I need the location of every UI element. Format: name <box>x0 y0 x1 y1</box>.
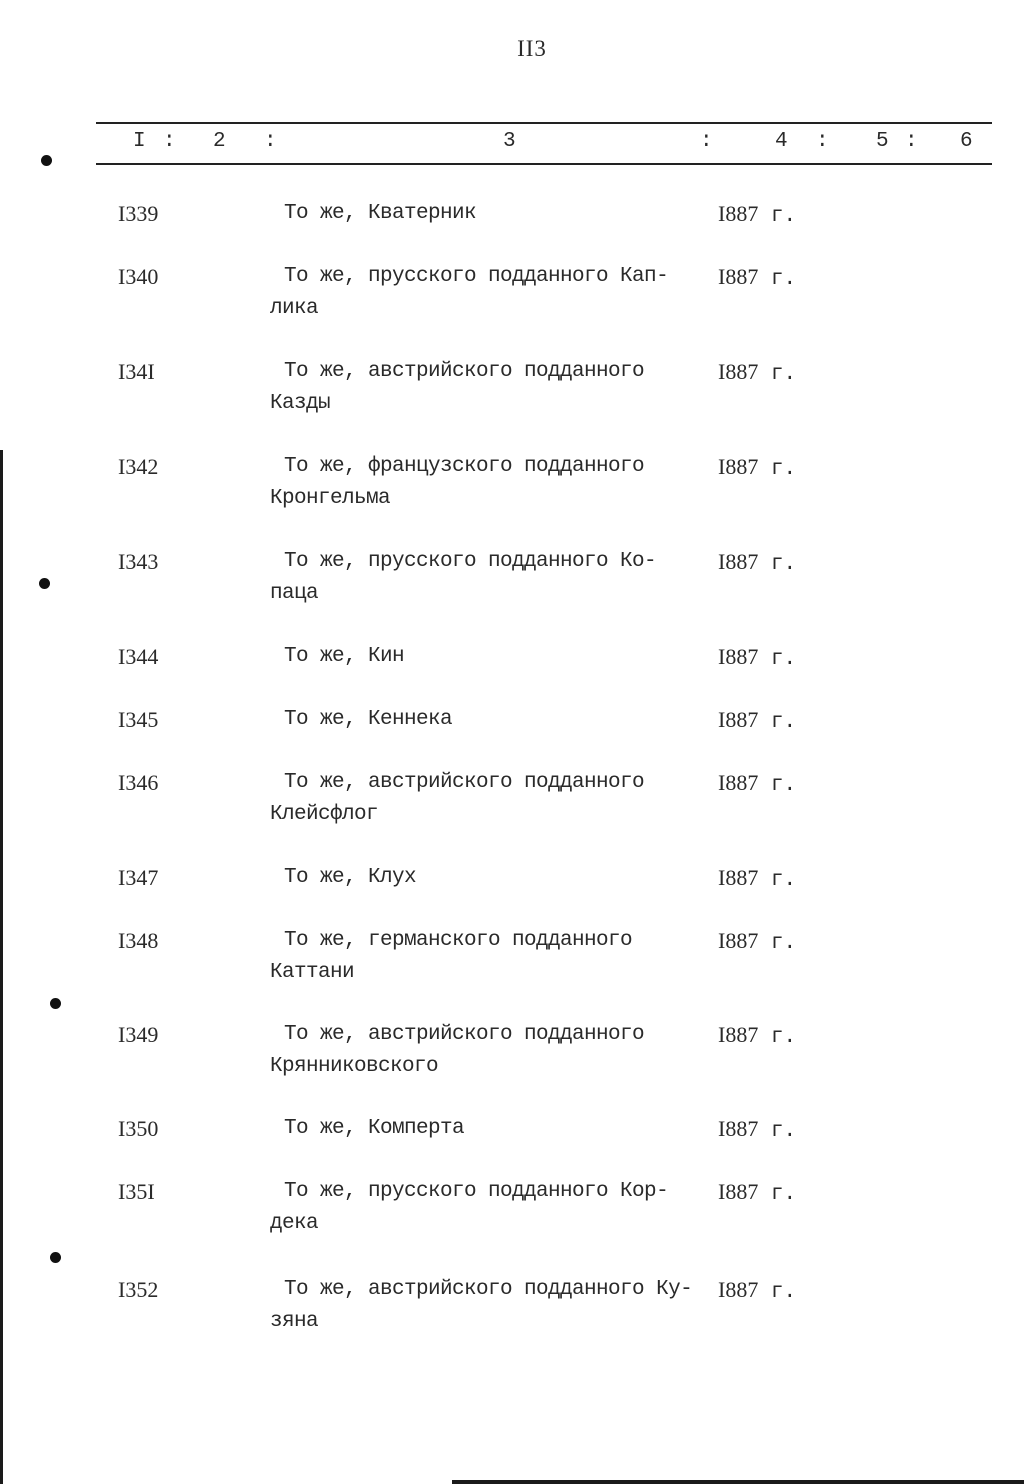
column-separator: : <box>816 130 829 153</box>
description-line-1: То же, австрийского подданного <box>284 1023 645 1046</box>
item-description <box>270 767 720 831</box>
description-line-1: То же, прусского подданного Кор- <box>284 1180 669 1203</box>
column-header-5: 5 <box>876 130 889 153</box>
year-suffix: г. <box>758 711 797 734</box>
item-year: I887 <box>718 201 759 226</box>
description-line-1: То же, Клух <box>284 866 417 889</box>
item-number: I350 <box>118 1116 159 1141</box>
item-description <box>270 862 720 894</box>
item-date <box>718 767 796 802</box>
year-suffix: г. <box>758 205 797 228</box>
description-line-1: То же, прусского подданного Кап- <box>284 265 669 288</box>
item-description <box>270 451 720 515</box>
item-date <box>718 1019 796 1054</box>
item-year: I887 <box>718 1116 759 1141</box>
item-description <box>270 1019 720 1083</box>
item-date <box>718 862 796 897</box>
item-year: I887 <box>718 1022 759 1047</box>
description-line-2: Крянниковского <box>270 1055 439 1078</box>
item-date <box>718 546 796 581</box>
year-suffix: г. <box>758 1120 797 1143</box>
item-number: I343 <box>118 549 159 574</box>
item-number: I352 <box>118 1277 159 1302</box>
item-number: I340 <box>118 264 159 289</box>
item-description <box>270 925 720 989</box>
item-year: I887 <box>718 1179 759 1204</box>
punch-hole-icon <box>41 155 52 166</box>
item-description <box>270 356 720 420</box>
column-separator: : <box>264 130 277 153</box>
year-suffix: г. <box>758 869 797 892</box>
description-line-1: То же, Кин <box>284 645 405 668</box>
punch-hole-icon <box>50 1252 61 1263</box>
item-number: I345 <box>118 707 159 732</box>
item-date <box>718 641 796 676</box>
description-line-2: паца <box>270 582 319 605</box>
item-number: I348 <box>118 928 159 953</box>
item-number: I342 <box>118 454 159 479</box>
item-number: I344 <box>118 644 159 669</box>
description-line-1: То же, германского подданного <box>284 929 633 952</box>
item-description <box>270 1176 720 1240</box>
column-header-4: 4 <box>775 130 788 153</box>
description-line-1: То же, прусского подданного Ко- <box>284 550 657 573</box>
table-header-bottom-rule <box>96 163 992 165</box>
description-line-1: То же, австрийского подданного Ку- <box>284 1278 693 1301</box>
item-number: I346 <box>118 770 159 795</box>
item-date <box>718 451 796 486</box>
year-suffix: г. <box>758 648 797 671</box>
year-suffix: г. <box>758 1183 797 1206</box>
page-number: II3 <box>517 36 547 61</box>
item-date <box>718 1274 796 1309</box>
item-description <box>270 261 720 325</box>
item-year: I887 <box>718 454 759 479</box>
item-year: I887 <box>718 865 759 890</box>
item-year: I887 <box>718 1277 759 1302</box>
item-number: I34I <box>118 359 155 384</box>
item-number: I35I <box>118 1179 155 1204</box>
description-line-2: Каттани <box>270 961 355 984</box>
description-line-2: Казды <box>270 392 331 415</box>
column-header-6: 6 <box>960 130 973 153</box>
item-number: I339 <box>118 201 159 226</box>
column-header-2: 2 <box>213 130 226 153</box>
year-suffix: г. <box>758 363 797 386</box>
description-line-1: То же, французского подданного <box>284 455 645 478</box>
year-suffix: г. <box>758 1026 797 1049</box>
item-description <box>270 198 720 230</box>
year-suffix: г. <box>758 774 797 797</box>
scan-bottom-edge <box>452 1480 1024 1484</box>
item-number: I347 <box>118 865 159 890</box>
column-separator: : <box>163 130 176 153</box>
description-line-1: То же, Кватерник <box>284 202 477 225</box>
item-description <box>270 1113 720 1145</box>
item-date <box>718 1176 796 1211</box>
item-date <box>718 1113 796 1148</box>
year-suffix: г. <box>758 553 797 576</box>
punch-hole-icon <box>39 578 50 589</box>
description-line-2: Кронгельма <box>270 487 391 510</box>
item-year: I887 <box>718 644 759 669</box>
description-line-2: дека <box>270 1212 319 1235</box>
item-description <box>270 546 720 610</box>
description-line-1: То же, Комперта <box>284 1117 465 1140</box>
item-description <box>270 641 720 673</box>
description-line-1: То же, австрийского подданного <box>284 360 645 383</box>
item-year: I887 <box>718 928 759 953</box>
item-number: I349 <box>118 1022 159 1047</box>
item-year: I887 <box>718 264 759 289</box>
column-header-I: I <box>133 130 146 153</box>
item-date <box>718 925 796 960</box>
item-date <box>718 704 796 739</box>
item-date <box>718 261 796 296</box>
description-line-2: лика <box>270 297 319 320</box>
column-separator: : <box>700 130 713 153</box>
item-date <box>718 356 796 391</box>
description-line-1: То же, австрийского подданного <box>284 771 645 794</box>
table-header-top-rule <box>96 122 992 124</box>
item-description <box>270 1274 720 1338</box>
column-header-3: 3 <box>503 130 516 153</box>
year-suffix: г. <box>758 268 797 291</box>
punch-hole-icon <box>50 998 61 1009</box>
item-year: I887 <box>718 359 759 384</box>
item-year: I887 <box>718 549 759 574</box>
column-separator: : <box>905 130 918 153</box>
description-line-2: зяна <box>270 1310 319 1333</box>
item-year: I887 <box>718 770 759 795</box>
year-suffix: г. <box>758 458 797 481</box>
item-description <box>270 704 720 736</box>
scan-left-edge <box>0 450 3 1484</box>
item-year: I887 <box>718 707 759 732</box>
description-line-1: То же, Кеннека <box>284 708 453 731</box>
year-suffix: г. <box>758 1281 797 1304</box>
year-suffix: г. <box>758 932 797 955</box>
item-date <box>718 198 796 233</box>
description-line-2: Клейсфлог <box>270 803 379 826</box>
